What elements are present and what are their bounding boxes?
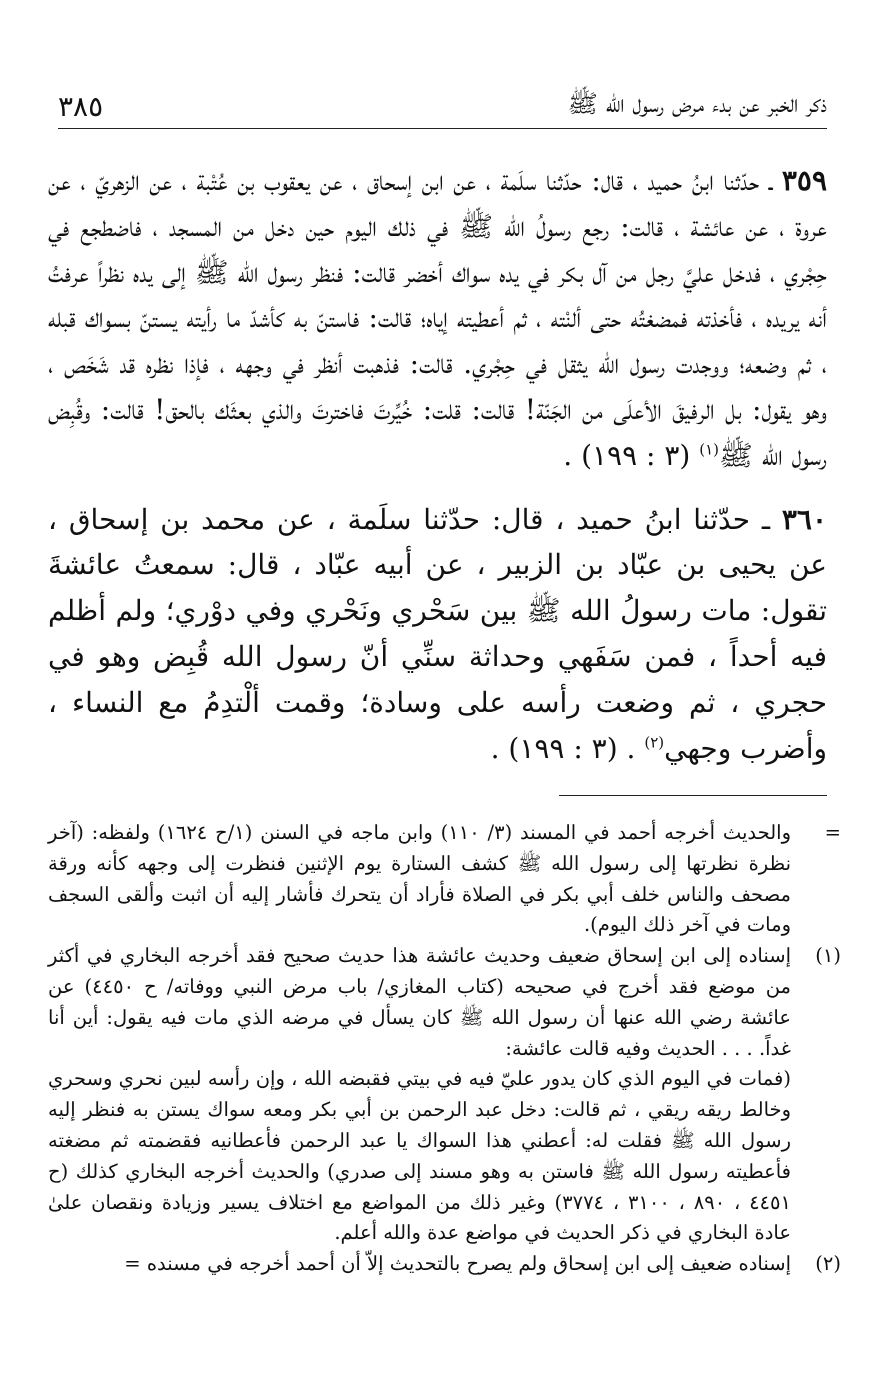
page-number: ٣٨٥ — [58, 89, 104, 123]
footnote-marker: (١) — [815, 944, 841, 968]
footnote-text: والحديث أخرجه أحمد في المسند (٣/ ١١٠) وابن ماجه في السنن (١/ح ١٦٢٤) ولفظه: (آخر نظرة نظرتها إلى رسول الله ﷺ كشف الستارة يوم الإثنين فنظرت إلى وجهه كأنه ورقة مصحف والناس خلف أبي بكر في الصلاة فأراد أن يتحرك فأشار إليه أن اثبت وألقى السجف ومات في آخر ذلك اليوم). — [48, 821, 791, 937]
footnote-reference: (٢) — [644, 733, 665, 752]
running-title: ذكر الخبر عن بدء مرض رسول الله ﷺ — [567, 88, 827, 118]
hadith-text: ـ حدّثنا ابنُ حميد ، قال: حدّثنا سلَمة ، عن محمد بن إسحاق ، عن يحيى بن عبّاد بن الزبير ، عن أبيه عبّاد ، قال: سمعتُ عائشةَ تقول: مات رسولُ الله ﷺ بين سَحْري ونَحْري وفي دوْري؛ ولم أظلم فيه أحداً ، فمن سَفَهي وحداثة سنِّي أنّ رسول الله قُبِض وهو في حجري ، ثم وضعت رأسه على وسادة؛ وقمت ألْتدِمُ مع النساء ، وأضرب وجهي — [48, 502, 827, 765]
footnote-marker: (٢) — [815, 1252, 841, 1276]
footnote-text: إسناده إلى ابن إسحاق ضعيف وحديث عائشة هذا حديث صحيح فقد أخرجه البخاري في أكثر من موضع فقد أخرج في صحيحه (كتاب المغازي/ باب مرض النبي ووفاته/ ح ٤٤٥٠) عن عائشة رضي الله عنها أن رسول الله ﷺ كان يسأل في مرضه الذي مات فيه يقول: أين أنا غداً. . . . الحديث وفيه قالت عائشة: — [48, 944, 791, 1060]
hadith-text: ـ حدّثنا ابنُ حميد ، قال: حدّثنا سلَمة ، عن ابن إسحاق ، عن يعقوب بن عُتْبة ، عن الزهريّ ، عن عروة ، عن عائشة ، قالت: رجع رسولُ الله ﷺ في ذلك اليوم حين دخل من المسجد ، فاضطجع في حِجْري ، فدخل عليَّ رجل من آل بكر في يده سواك أخضر قالت: فنظر رسول الله ﷺ إلى يده نظراً عرفتُ أنه يريده ، فأخذته فمضغتُه حتى ألنْته ، ثم أعطيته إياه؛ قالت: فاستنّ به كأشدّ ما رأيته يستنّ بسواك قبله ، ثم وضعه؛ ووجدت رسول الله يثقل في حِجْري. قالت: فذهبت أنظر في وجهه ، فإذا نظره قد شَخَص ، وهو يقول: بل الرفيقَ الأعلَى من الجَنّة! قالت: قلت: خُيِّرتَ فاخترتَ والذي بعثَك بالحق! قالت: وقُبِض رسول الله ﷺ — [48, 164, 827, 472]
hadith-number: ٣٥٩ — [781, 164, 828, 197]
page-header — [58, 84, 827, 129]
footnote-body — [48, 941, 791, 1249]
hadith-number: ٣٦٠ — [781, 502, 828, 536]
footnote-reference: (١) — [699, 440, 720, 459]
footnote-marker: = — [824, 821, 841, 844]
footnote-item — [48, 1249, 841, 1280]
hadith-citation: . (٣ : ١٩٩) . — [490, 731, 636, 765]
hadith-paragraph — [48, 158, 827, 479]
footnote-item — [48, 818, 841, 941]
footnote-text: إسناده ضعيف إلى ابن إسحاق ولم يصرح بالتحديث إلاّ أن أحمد أخرجه في مسنده = — [124, 1252, 791, 1276]
main-text — [48, 158, 827, 771]
footnote-text: (فمات في اليوم الذي كان يدور عليّ فيه في بيتي فقبضه الله ، وإن رأسه لبين نحري وسحري وخالط ريقه ريقي ، ثم قالت: دخل عبد الرحمن بن أبي بكر ومعه سواك يستن به فنظر إليه رسول الله ﷺ فقلت له: أعطني هذا السواك يا عبد الرحمن فأعطانيه فقضمته ثم مضغته فأعطيته رسول الله ﷺ فاستن به وهو مسند إلى صدري) والحديث أخرجه البخاري كذلك (ح ٤٤٥١ ، ٨٩٠ ، ٣١٠٠ ، ٣٧٧٤) وغير ذلك من المواضع مع اختلاف يسير وزيادة ونقصان علىٰ عادة البخاري في ذكر الحديث في مواضع عدة والله أعلم. — [48, 1067, 791, 1245]
footnote-item — [48, 941, 841, 1249]
hadith-paragraph — [48, 497, 827, 772]
hadith-citation: (٣ : ١٩٩) . — [563, 438, 691, 472]
footnote-body — [48, 1249, 791, 1280]
footnote-divider — [559, 795, 827, 796]
footnotes — [48, 818, 841, 1280]
footnote-body — [48, 818, 791, 941]
